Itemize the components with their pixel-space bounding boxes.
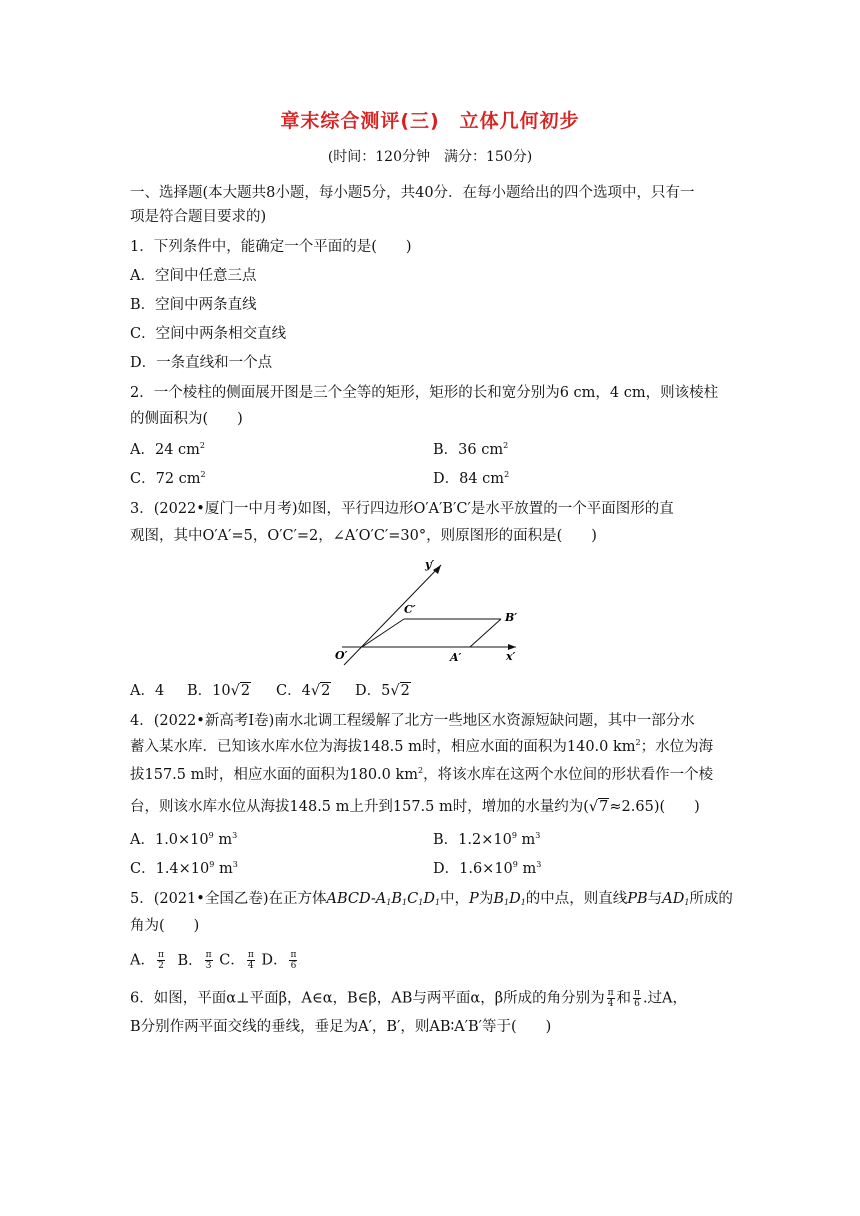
q2-stem-line1: 2．一个棱柱的侧面展开图是三个全等的矩形，矩形的长和宽分别为6 cm，4 cm，则该棱柱 — [130, 385, 719, 401]
q6-stem-line2: B分别作两平面交线的垂线，垂足为A′，B′，则AB∶A′B′等于( ) — [130, 1019, 552, 1035]
q5-stem-line1: 5．(2021•全国乙卷)在正方体ABCD-$A_1B_1C_1D_1$中，P为$B_1D_1$的中点，则直线PB与$AD_1$所成的 — [130, 891, 733, 907]
q1-option-a: A．空间中任意三点 — [130, 268, 257, 284]
q3-option-a: A．4 — [130, 683, 165, 699]
parallelogram-figure — [330, 555, 530, 670]
q1-option-c: C．空间中两条相交直线 — [130, 326, 287, 342]
q1-stem: 1．下列条件中，能确定一个平面的是( ) — [130, 239, 412, 255]
q1-option-b: B．空间中两条直线 — [130, 297, 257, 313]
point-a-label: A′ — [450, 651, 462, 664]
q5-stem-line2: 角为( ) — [130, 918, 200, 934]
q3-option-b: B．10√2 — [187, 683, 251, 699]
point-b-label: B′ — [505, 611, 518, 624]
q3-stem-line2: 观图，其中O′A′=5，O′C′=2，∠A′O′C′=30°，则原图形的面积是( ) — [130, 528, 597, 544]
y-axis-label: y′ — [425, 558, 435, 571]
section-heading-line2: 项是符合题目要求的) — [130, 209, 267, 225]
q4-option-c: C．$1.4\times 10^9$ $m^3$ — [130, 860, 238, 877]
q2-option-c: C．72 $cm^2$ — [130, 470, 206, 487]
q4-option-d: D．$1.6\times 10^9$ $m^3$ — [433, 860, 542, 877]
y-axis — [344, 565, 441, 665]
q2-stem-line2: 的侧面积为( ) — [130, 411, 243, 427]
side-ba — [470, 619, 501, 647]
q2-option-b: B．36 $cm^2$ — [433, 441, 509, 458]
q2-option-a: A．24 $cm^2$ — [130, 441, 205, 458]
q3-stem-line1: 3．(2022•厦门一中月考)如图，平行四边形O′A′B′C′是水平放置的一个平面图形的直 — [130, 501, 674, 517]
point-o-label: O′ — [335, 649, 348, 662]
exam-time-score: (时间：120分钟 满分：150分) — [327, 149, 533, 165]
q4-option-a: A．$1.0\times 10^9$ $m^3$ — [130, 831, 238, 848]
side-oc — [362, 619, 404, 647]
x-axis-label: x′ — [506, 650, 516, 663]
section-heading-line1: 一、选择题(本大题共8小题，每小题5分，共40分．在每小题给出的四个选项中，只有一 — [130, 185, 695, 201]
q4-stem-line2: 蓄入某水库．已知该水库水位为海拔148.5 m时，相应水面的面积为140.0 $km^2$；水位为海 — [130, 738, 714, 755]
q4-stem-line4: 台，则该水库水位从海拔148.5 m上升到157.5 m时，增加的水量约为(√7≈2.65)( ) — [130, 799, 700, 815]
q6-stem-line1: 6．如图，平面α⊥平面β，A∈α，B∈β，AB与两平面α，β所成的角分别为 $\frac{\pi}{4}$ 和 $\frac{\pi}{6}$ .过A， — [130, 988, 688, 1009]
point-c-label: C′ — [404, 603, 416, 616]
q3-option-c: C．4√2 — [276, 683, 331, 699]
q5-options: A． $\frac{\pi}{2}$ B． $\frac{\pi}{3}$ C． $\frac{\pi}{4}$ D． $\frac{\pi}{6}$ — [130, 950, 297, 971]
page-title: 章末综合测评(三) 立体几何初步 — [280, 110, 580, 132]
q4-stem-line1: 4．(2022•新高考Ⅰ卷)南水北调工程缓解了北方一些地区水资源短缺问题，其中一部分水 — [130, 713, 695, 729]
q1-option-d: D．一条直线和一个点 — [130, 355, 273, 371]
q4-option-b: B．$1.2\times 10^9$ $m^3$ — [433, 831, 541, 848]
cube-name: ABCD-$A_1B_1C_1D_1$ — [326, 891, 441, 907]
q3-option-d: D．5√2 — [355, 683, 410, 699]
q4-stem-line3: 拔157.5 m时，相应水面的面积为180.0 $km^2$，将该水库在这两个水位间的形状看作一个棱 — [130, 766, 714, 783]
q2-option-d: D．84 $cm^2$ — [433, 470, 510, 487]
